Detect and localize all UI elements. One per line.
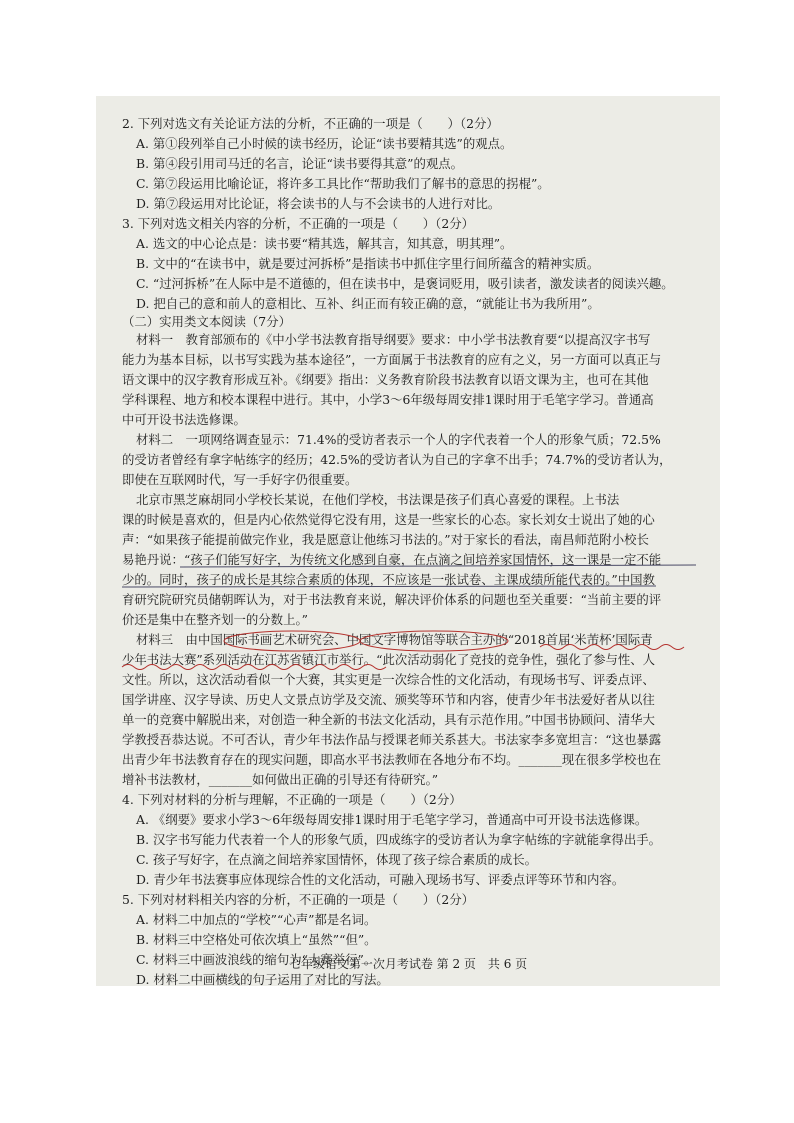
material-1-line: 语文课中的汉字教育形成互补。《纲要》指出：义务教育阶段书法教育以语文课为主，也可在其他 [122,372,649,387]
question-4-option-d: D. 青少年书法赛事应体现综合性的文化活动，可融入现场书写、评委点评等环节和内容。 [136,872,625,887]
material-2-line: 材料二 一项网络调查显示：71.4%的受访者表示一个人的字代表着一个人的形象气质；72.5% [136,432,661,447]
material-3-line: 材料三 由中国国际书画艺术研究会、中国文字博物馆等联合主办的“2018首届‘米芾杯’国际青 [136,632,653,647]
question-2-stem: 2. 下列对选文有关论证方法的分析，不正确的一项是（ ）（2分） [122,116,499,131]
question-2-option-c: C. 第⑦段运用比喻论证，将许多工具比作“帮助我们了解书的意思的拐棍”。 [136,176,550,191]
question-3-option-c: C. “过河拆桥”在人际中是不道德的，但在读书中，是褒词贬用，吸引读者，激发读者的阅读兴趣。 [136,276,674,291]
material-2-line: 声：“如果孩子能提前做完作业，我是愿意让他练习书法的。”对于家长的看法，南昌师范附小校长 [122,532,649,547]
material-3-line: 学教授吾恭达说。不可否认，青少年书法作品与授课老师关系甚大。书法家李多宽坦言：“这也暴露 [122,732,662,747]
question-4-stem: 4. 下列对材料的分析与理解，不正确的一项是（ ）（2分） [122,792,462,807]
page-footer: 七年级语文第一次月考试卷 第 2 页 共 6 页 [288,957,528,971]
material-1-line: 能力为基本目标，以书写实践为基本途径”，一方面属于书法教育的应有之义，另一方面可以真正与 [122,352,662,367]
question-2-option-d: D. 第⑦段运用对比论证，将会读书的人与不会读书的人进行对比。 [136,196,501,211]
handwritten-marks [96,96,720,986]
material-2-line: 北京市黑芝麻胡同小学校长某说，在他们学校，书法课是孩子们真心喜爱的课程。上书法 [136,492,620,507]
material-2-line: 育研究院研究员储朝晖认为，对于书法教育来说，解决评价体系的问题也至关重要：“当前主要的评 [122,592,662,607]
exam-page [96,96,720,986]
material-3-line: 增补书法教材，_______如何做出正确的引导还有待研究。” [122,772,439,787]
question-3-option-d: D. 把自己的意和前人的意相比、互补、纠正而有较正确的意，“就能让书为我所用”。 [136,296,600,311]
material-1-line: 学科课程、地方和校本课程中进行。其中，小学3～6年级每周安排1课时用于毛笔字学习。普通高 [122,392,654,407]
material-1-line: 中可开设书法选修课。 [122,412,246,427]
question-4-option-b: B. 汉字书写能力代表着一个人的形象气质，四成练字的受访者认为拿字帖练的字就能拿得出手。 [136,832,661,847]
question-2-option-b: B. 第④段引用司马迁的名言，论证“读书要得其意”的观点。 [136,156,464,171]
material-1-line: 材料一 教育部颁布的《中小学书法教育指导纲要》要求：中小学书法教育要“以提高汉字书写 [136,332,651,347]
question-5-option-b: B. 材料三中空格处可依次填上“虽然”“但”。 [136,932,377,947]
question-3-option-b: B. 文中的“在读书中，就是要过河拆桥”是指读书中抓住字里行间所蕴含的精神实质。 [136,256,600,271]
material-3-line: 文性。所以，这次活动看似一个大赛，其实更是一次综合性的文化活动，有现场书写、评委点评、 [122,672,655,687]
question-5-option-a: A. 材料二中加点的“学校”“心声”都是名词。 [136,912,377,927]
underline-mark [180,565,696,567]
material-2-line: 的受访者曾经有拿字帖练字的经历；42.5%的受访者认为自己的字拿不出手；74.7%的受访者认为， [122,452,672,467]
circle-mark [224,631,360,651]
material-2-line: 少的。同时，孩子的成长是其综合素质的体现，不应该是一张试卷、主课成绩所能代表的。”中国教 [122,572,655,587]
circle-mark [360,631,508,651]
question-5-stem: 5. 下列对材料相关内容的分析，不正确的一项是（ ）（2分） [122,892,474,907]
material-3-line: 出青少年书法教育存在的现实问题，即高水平书法教师在各地分布不均。_______现在很多学校也在 [122,752,661,767]
underline-mark [122,586,656,587]
material-3-line: 单一的竞赛中解脱出来，对创造一种全新的书法文化活动，具有示范作用。”中国书协顾问、清华大 [122,712,655,727]
material-3-line: 少年书法大赛”系列活动在江苏省镇江市举行。“此次活动弱化了竞技的竞争性，强化了参与性、人 [122,652,656,667]
section-heading: （二）实用类文本阅读（7分） [122,314,291,329]
material-3-line: 国学讲座、汉字导读、历史人文景点访学及交流、颁奖等环节和内容，使青少年书法爱好者从以往 [122,692,655,707]
question-4-option-a: A. 《纲要》要求小学3～6年级每周安排1课时用于毛笔字学习，普通高中可开设书法选修课。 [136,812,648,827]
material-2-line: 即使在互联网时代，写一手好字仍很重要。 [122,472,358,487]
question-3-option-a: A. 选文的中心论点是：读书要“精其选，解其言，知其意，明其理”。 [136,236,513,251]
question-4-option-c: C. 孩子写好字，在点滴之间培养家国情怀，体现了孩子综合素质的成长。 [136,852,538,867]
question-2-option-a: A. 第①段列举自己小时候的读书经历，论证“读书要精其选”的观点。 [136,136,513,151]
question-5-option-c: C. 材料三中画波浪线的缩句为“大赛举行”。 [136,952,377,967]
material-2-line: 易艳丹说：“孩子们能写好字，为传统文化感到自豪，在点滴之间培养家国情怀，这一课是一定不能 [122,552,662,567]
question-5-option-d: D. 材料二中画横线的句子运用了对比的写法。 [136,972,389,986]
material-2-line: 课的时候是喜欢的，但是内心依然觉得它没有用，这是一些家长的心态。家长刘女士说出了她的心 [122,512,655,527]
wavy-underline-mark [540,645,684,650]
question-3-stem: 3. 下列对选文相关内容的分析，不正确的一项是（ ）（2分） [122,216,474,231]
wavy-underline-mark [122,665,386,670]
material-2-line: 价还是集中在整齐划一的分数上。” [122,612,308,627]
